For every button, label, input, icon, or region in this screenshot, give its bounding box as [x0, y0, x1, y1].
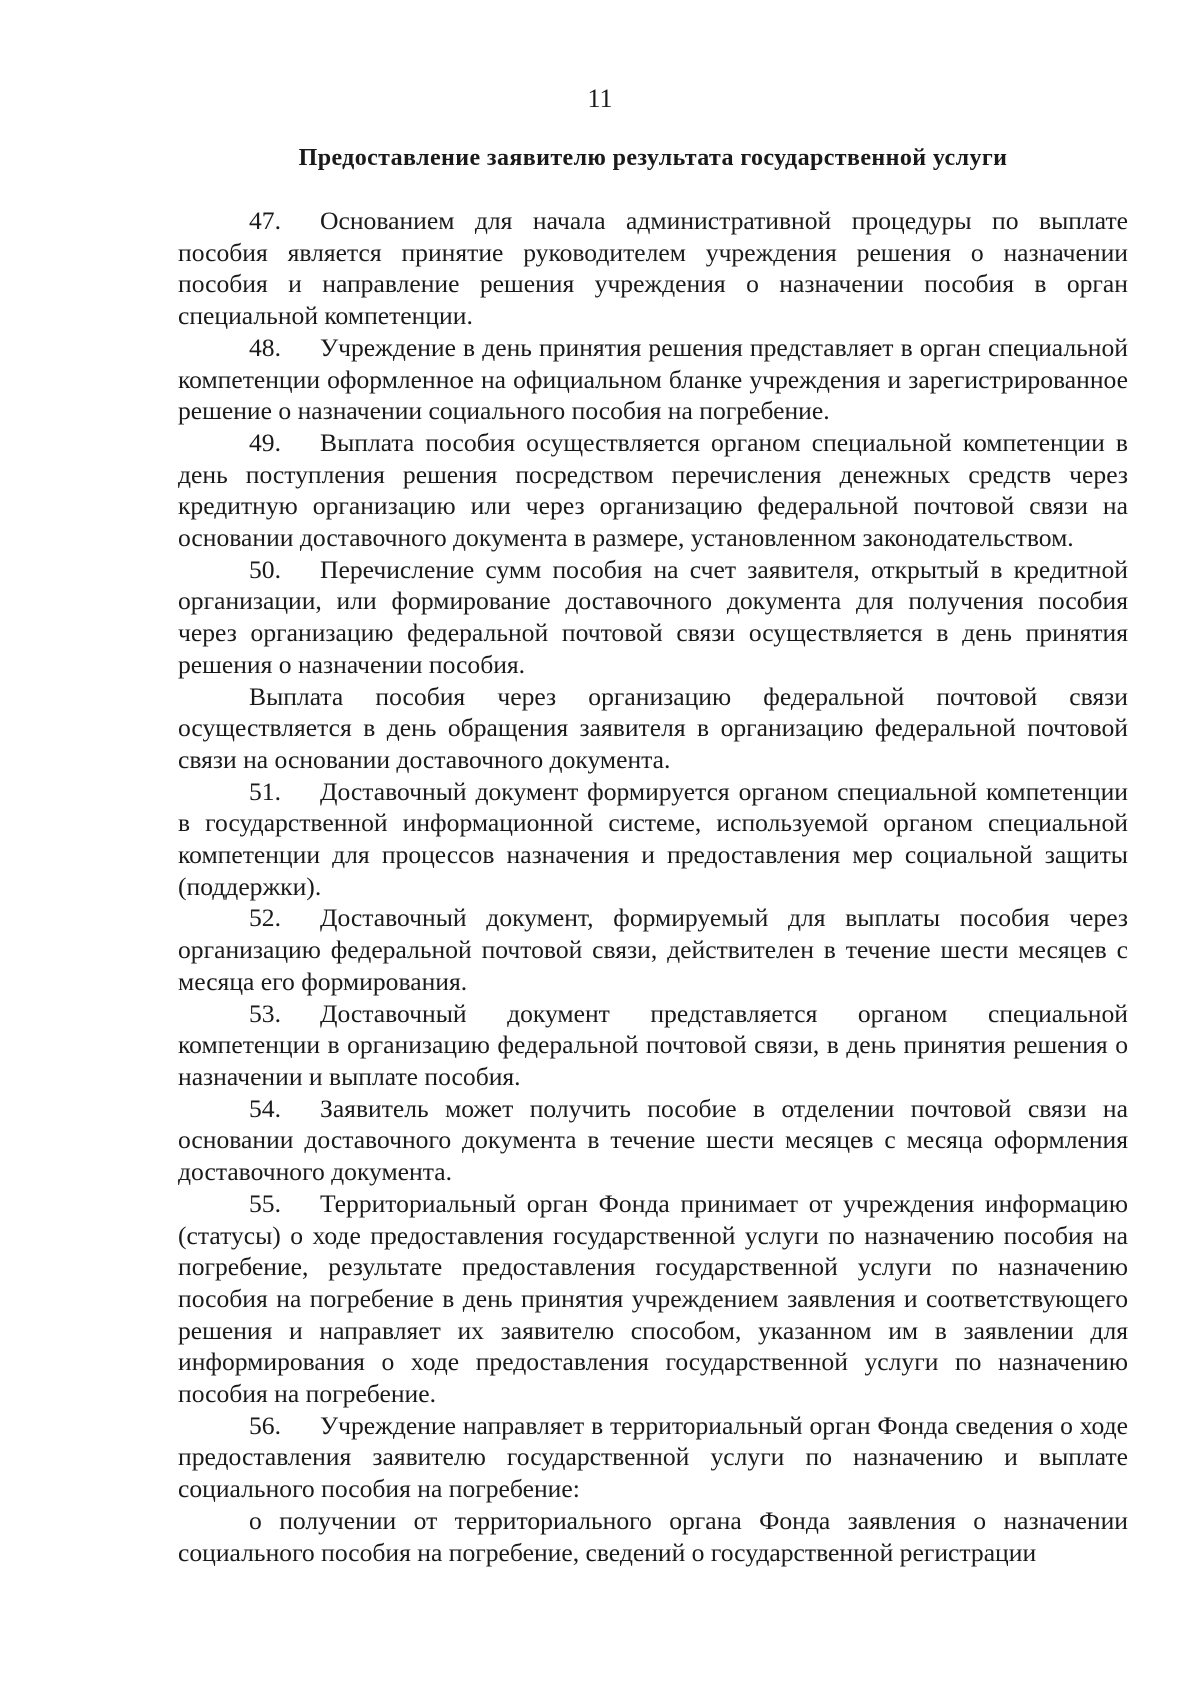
paragraph-53 — [178, 998, 1128, 1093]
paragraph-text: Доставочный документ, формируемый для выплаты пособия через организацию федеральной почтовой связи, действителен в течение шести месяцев с месяца его формирования. — [178, 903, 1128, 996]
paragraph-text: о получении от территориального органа Фонда заявления о назначении социального пособия на погребение, сведений о государственной регистрации — [178, 1505, 1128, 1567]
paragraph-number: 48. — [249, 332, 281, 362]
paragraph-number: 53. — [249, 998, 281, 1028]
paragraph-number: 55. — [249, 1188, 281, 1218]
paragraph-text: Заявитель может получить пособие в отделении почтовой связи на основании доставочного документа в течение шести месяцев с месяца оформления доставочного документа. — [178, 1093, 1128, 1187]
paragraph-number: 54. — [249, 1093, 281, 1123]
paragraph-56-subitem — [178, 1505, 1128, 1568]
paragraph-number: 56. — [249, 1410, 281, 1440]
paragraph-text: Выплата пособия осуществляется органом специальной компетенции в день поступления решения посредством перечисления денежных средств через кредитную организацию или через организацию федеральной почтовой связи на основании доставочного документа в размере, установленном законодательством. — [178, 427, 1128, 553]
paragraph-51 — [178, 776, 1128, 903]
paragraph-text: Доставочный документ представляется органом специальной компетенции в организацию федеральной почтовой связи, в день принятия решения о назначении и выплате пособия. — [178, 998, 1128, 1091]
paragraph-number: 51. — [249, 776, 281, 806]
paragraph-50-continuation — [178, 681, 1128, 776]
paragraph-number: 47. — [249, 206, 281, 235]
paragraph-50 — [178, 554, 1128, 681]
paragraph-text: Учреждение в день принятия решения представляет в орган специальной компетенции оформленное на официальном бланке учреждения и зарегистрированное решение о назначении социального пособия на погребение. — [178, 332, 1128, 426]
paragraph-text: Основанием для начала административной процедуры по выплате пособия является принятие руководителем учреждения решения о назначении пособия и направление решения учреждения о назначении пособия в орган специальной компетенции. — [178, 206, 1128, 331]
paragraph-54 — [178, 1093, 1128, 1188]
paragraph-text: Учреждение направляет в территориальный орган Фонда сведения о ходе предоставления заявителю государственной услуги по назначению и выплате социального пособия на погребение: — [178, 1410, 1128, 1504]
paragraph-text: Территориальный орган Фонда принимает от учреждения информацию (статусы) о ходе предоставления государственной услуги по назначению пособия на погребение, результате предоставления государственной услуги по назначению пособия на погребение в день принятия учреждением заявления и соответствующего решения и направляет их заявителю способом, указанном им в заявлении для информирования о ходе предоставления государственной услуги по назначению пособия на погребение. — [178, 1188, 1128, 1409]
section-title: Предоставление заявителю результата государственной услуги — [298, 145, 1008, 171]
paragraph-text: Перечисление сумм пособия на счет заявителя, открытый в кредитной организации, или формирование доставочного документа для получения пособия через организацию федеральной почтовой связи осуществляется в день принятия решения о назначении пособия. — [178, 554, 1128, 679]
paragraph-48 — [178, 332, 1128, 427]
paragraph-text: Выплата пособия через организацию федеральной почтовой связи осуществляется в день обращения заявителя в организацию федеральной почтовой связи на основании доставочного документа. — [178, 681, 1128, 774]
paragraph-55 — [178, 1188, 1128, 1410]
paragraph-49 — [178, 427, 1128, 554]
paragraph-number: 50. — [249, 554, 281, 584]
paragraph-text: Доставочный документ формируется органом специальной компетенции в государственной информационной системе, используемой органом специальной компетенции для процессов назначения и предоставления мер социальной защиты (поддержки). — [178, 776, 1128, 901]
paragraph-56 — [178, 1410, 1128, 1505]
paragraph-47 — [178, 205, 1128, 332]
document-body — [178, 205, 1128, 1568]
paragraph-52 — [178, 902, 1128, 997]
paragraph-number: 52. — [249, 903, 281, 933]
page-number: 11 — [587, 84, 613, 113]
paragraph-number: 49. — [249, 427, 281, 457]
